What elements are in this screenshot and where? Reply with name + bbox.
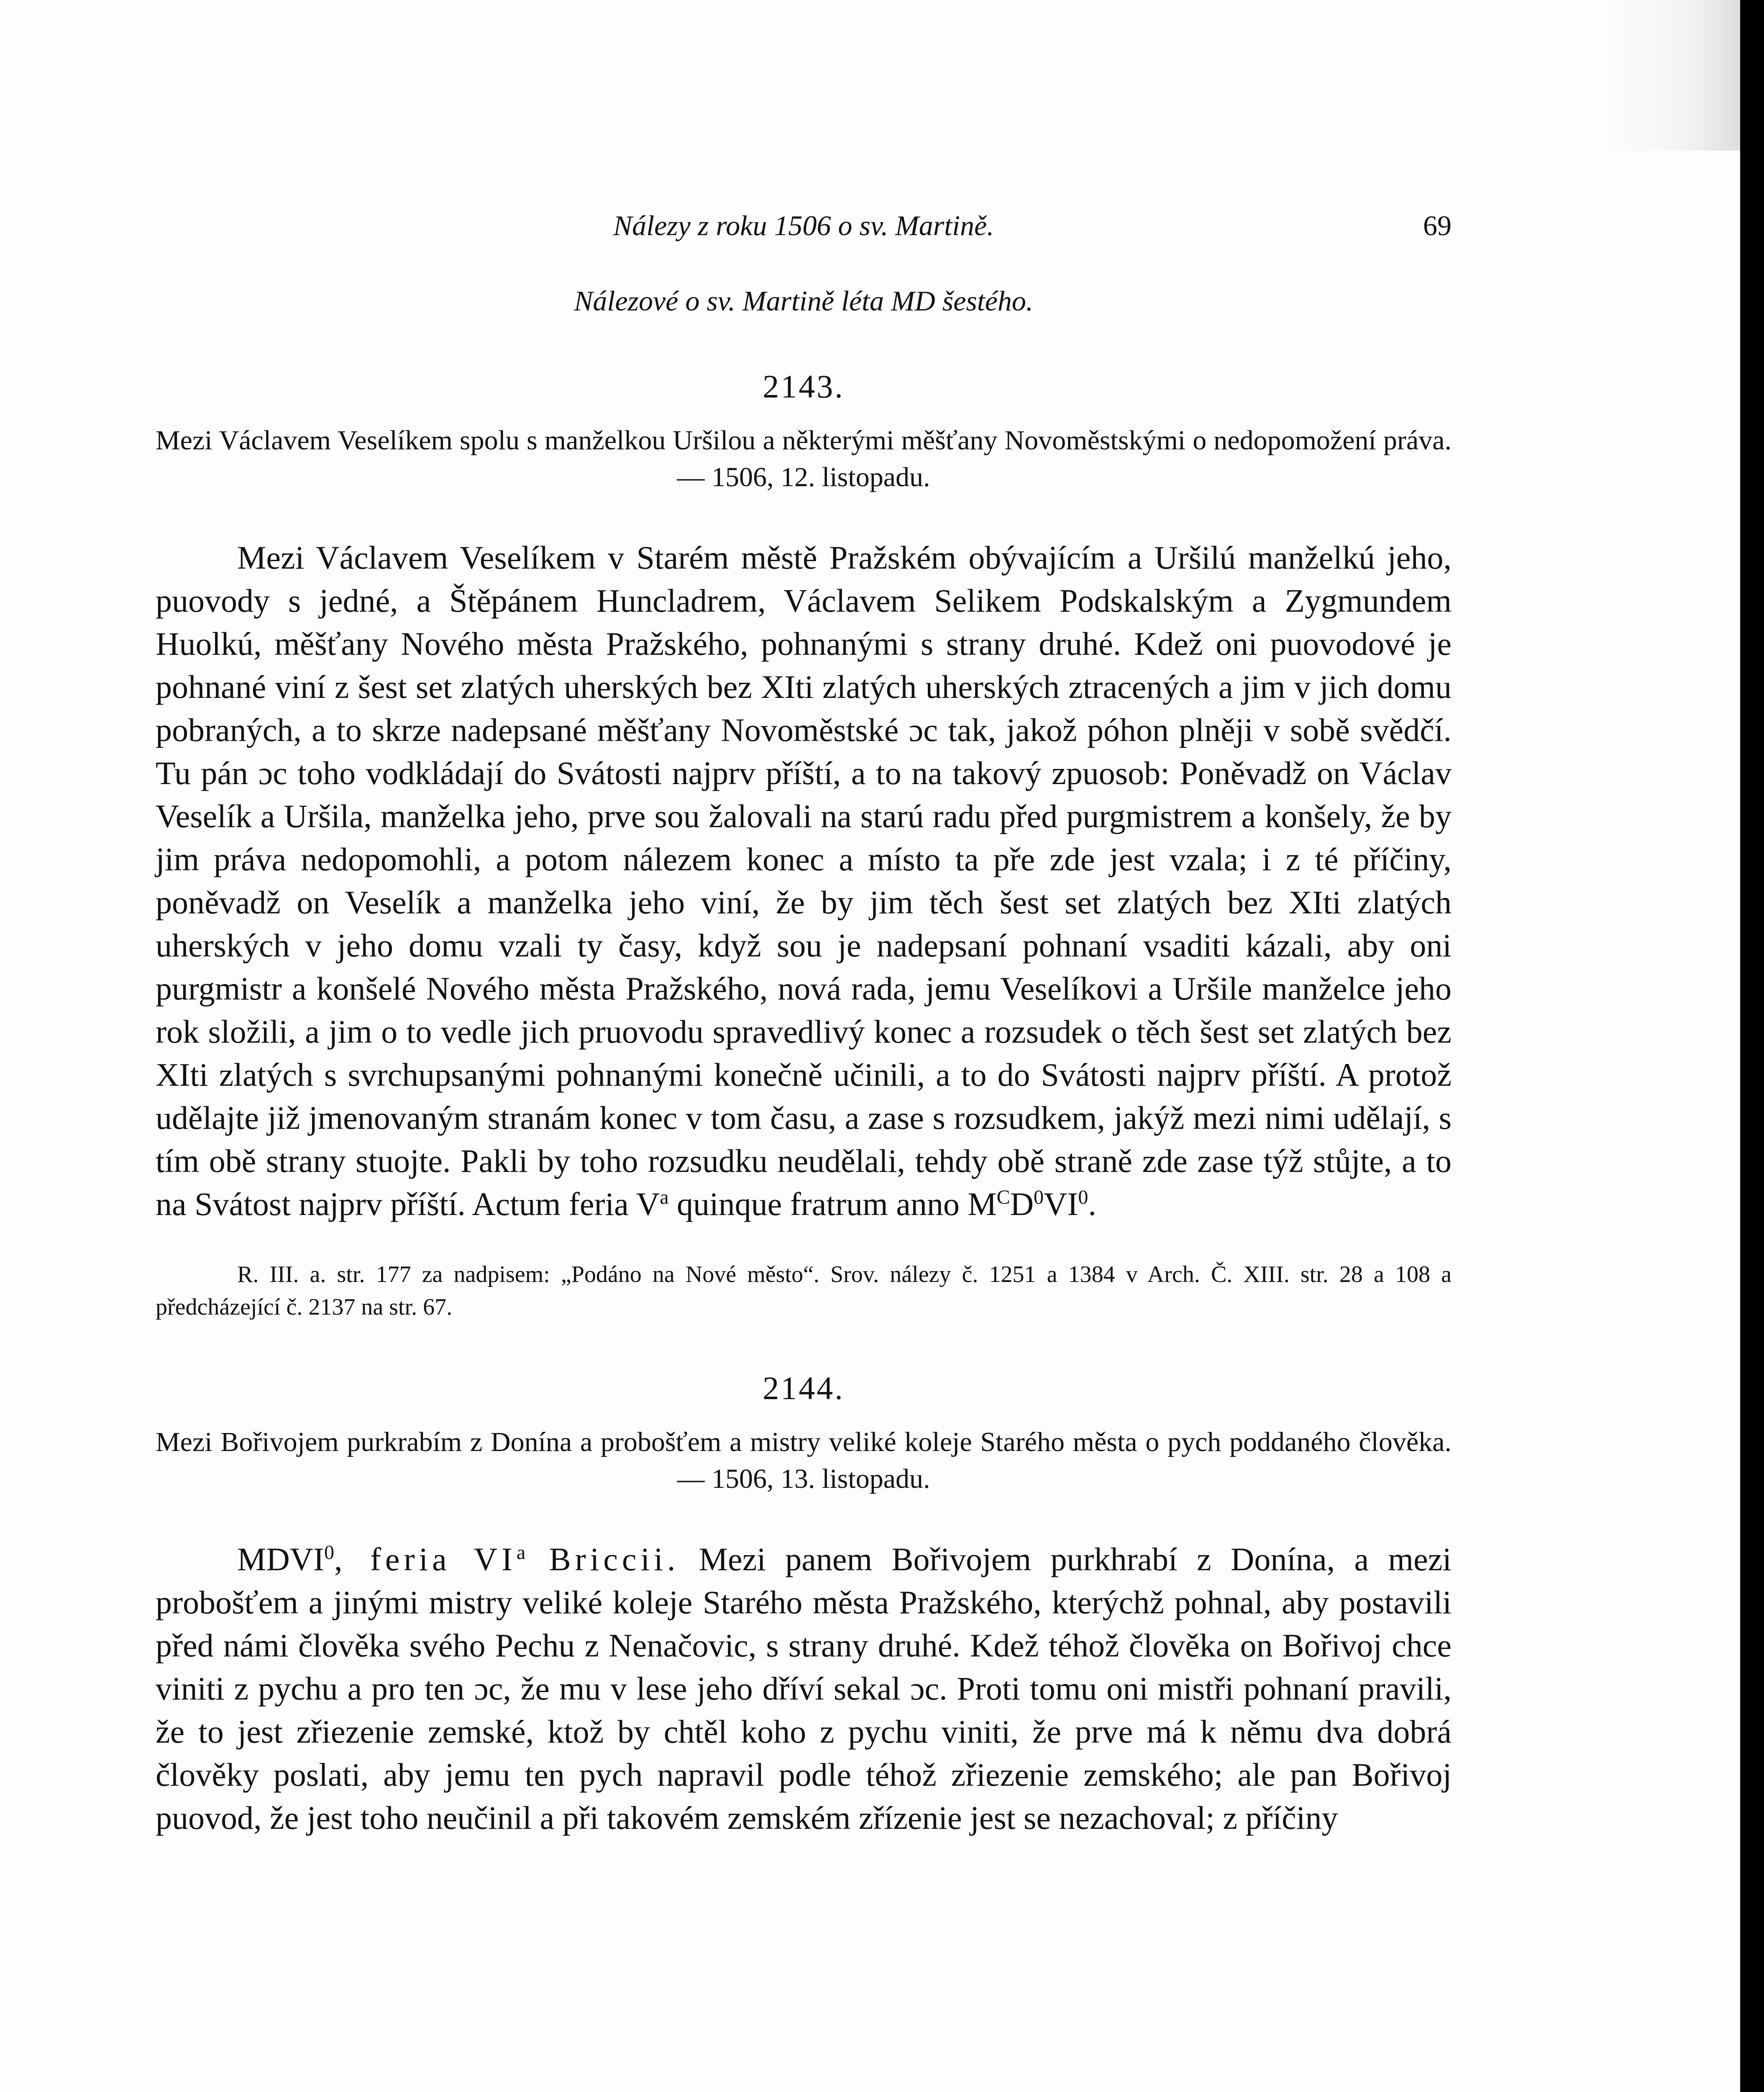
running-header (156, 201, 1452, 255)
entry-body-text: Mezi panem Bořivojem purkhrabí z Donína, a mezi probošťem a jinými mistry veliké koleje Starého města Pražského, kterýchž pohnal, aby postavili před námi člověka svého Pechu z Nenačovic, s strany druhé. Kdež téhož člověka on Bořivoj chce viniti z pychu a pro ten ɔc, že mu v lese jeho dříví sekal ɔc. Proti tomu oni mistři pohnaní pravili, že to jest zřiezenie zemské, ktož by chtěl koho z pychu viniti, že prve má k němu dva dobrá člověky poslati, aby jemu ten pych napravil podle téhož zřiezenie zemského; ale pan Bořivoj puovod, že jest toho neučinil a při takovém zemském zřízenie jest se nezachoval; z příčiny (156, 1541, 1452, 1836)
superscript: 0 (1078, 1186, 1088, 1208)
superscript: 0 (1034, 1186, 1044, 1208)
text-column (156, 201, 1452, 1872)
entry-body-text: MDVI (237, 1541, 324, 1577)
entry-summary: Mezi Václavem Veselíkem spolu s manželkou Uršilou a některými měšťany Novoměstskými o nedopomožení práva. — 1506, 12. listopadu. (156, 425, 1452, 492)
entry-number: 2143. (763, 368, 845, 405)
entry-number: 2144. (763, 1370, 845, 1406)
superscript: a (516, 1541, 526, 1564)
entry-body-text: quinque fratrum anno M (668, 1186, 997, 1222)
entry-summary: Mezi Bořivojem purkrabím z Donína a probošťem a mistry veliké koleje Starého města o pych poddaného člověka. — 1506, 13. listopadu. (156, 1427, 1452, 1494)
superscript: C (996, 1186, 1010, 1208)
scan-edge-shading (1606, 0, 1740, 151)
page-number: 69 (1423, 210, 1452, 241)
entry-body (156, 1538, 1452, 1839)
superscript: a (660, 1186, 669, 1208)
entry-body-text: VI (1044, 1186, 1078, 1222)
entry-body-text: Mezi Václavem Veselíkem v Starém městě Pražském obývajícím a Uršilú manželkú jeho, puovody s jedné, a Štěpánem Huncladrem, Václavem Selikem Podskalským a Zygmundem Huolkú, měšťany Nového města Pražského, pohnanými s strany druhé. Kdež oni puovodové je pohnané viní z šest set zlatých uherských bez XIti zlatých uherských ztracených a jim v jich domu pobraných, a to skrze nadepsané měšťany Novoměstské ɔc tak, jakož póhon plněji v sobě svědčí. Tu pán ɔc toho vodkládají do Svátosti najprv příští, a to na takový zpuosob: Poněvadž on Václav Veselík a Uršila, manželka jeho, prve sou žalovali na starú radu před purgmistrem a konšely, že by jim práva nedopomohli, a potom nálezem konec a místo ta pře zde jest vzala; i z té příčiny, poněvadž on Veselík a manželka jeho viní, že by jim těch šest set zlatých bez XIti zlatých uherských v jeho domu vzali ty časy, když sou je nadepsaní pohnaní vsaditi kázali, aby oni purgmistr a konšelé Nového města Pražského, nová rada, jemu Veselíkovi a Uršile manželce jeho rok složili, a jim o to vedle jich pruovodu spravedlivý konec a rozsudek o těch šest set zlatých bez XIti zlatých s svrchupsanými pohnanými konečně učinili, a to do Svátosti najprv příští. A protož udělajte již jmenovaným stranám konec v tom času, a zase s rozsudkem, jakýž mezi nimi udělají, s tím obě strany stuojte. Pakli by toho rozsudku neudělali, tehdy obě straně zde zase týž stůjte, a to na Svátost najprv příští. Actum feria V (156, 539, 1452, 1222)
section-heading: Nálezové o sv. Martině léta MD šestého. (574, 285, 1033, 317)
entry-body-text: . (1088, 1186, 1096, 1222)
superscript: 0 (324, 1541, 334, 1564)
entry-body-text: D (1010, 1186, 1034, 1222)
source-note: R. III. a. str. 177 za nadpisem: „Podáno na Nové město“. Srov. nálezy č. 1251 a 1384 v Arch. Č. XIII. str. 28 a 108 a předcházející č. 2137 na str. 67. (156, 1261, 1452, 1320)
running-header-title: Nálezy z roku 1506 o sv. Martině. (613, 210, 994, 241)
entry-body-text: , feria VI (334, 1541, 517, 1577)
entry-body (156, 536, 1452, 1225)
entry-body-text: Briccii. (525, 1541, 680, 1577)
